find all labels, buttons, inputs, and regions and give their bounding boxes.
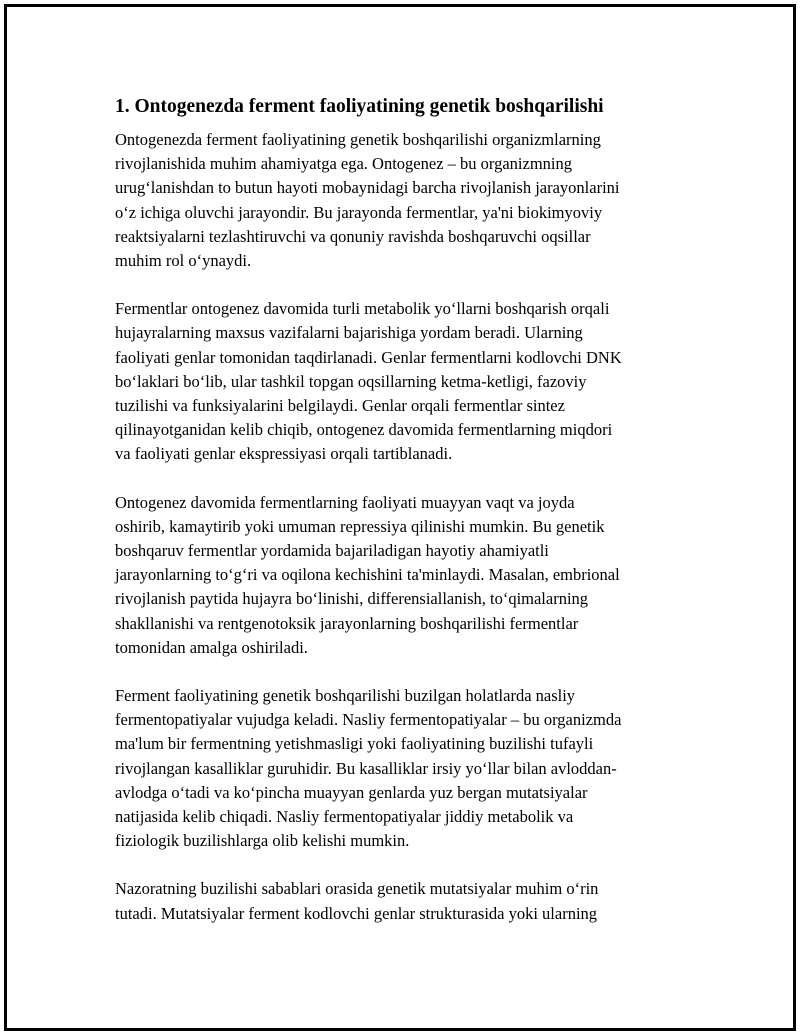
text-line: rivojlanish paytida hujayra bo‘linishi, differensiallanish, to‘qimalarning	[115, 589, 589, 609]
text-line: bo‘laklari bo‘lib, ular tashkil topgan oqsillarning ketma-ketligi, fazoviy	[115, 371, 587, 391]
text-line: Ontogenez davomida fermentlarning faoliyati muayyan vaqt va joyda	[115, 492, 575, 512]
text-line: va faoliyati genlar ekspressiyasi orqali tartiblanadi.	[115, 444, 453, 464]
text-line: faoliyati genlar tomonidan taqdirlanadi. Genlar fermentlarni kodlovchi DNK	[115, 347, 622, 367]
text-line: shakllanishi va rentgenotoksik jarayonlarning boshqarilishi fermentlar	[115, 613, 579, 633]
text-line: tutadi. Mutatsiyalar ferment kodlovchi genlar strukturasida yoki ularning	[115, 903, 598, 923]
text-line: jarayonlarning to‘g‘ri va oqilona kechishini ta'minlaydi. Masalan, embrional	[115, 565, 620, 585]
text-line: fiziologik buzilishlarga olib kelishi mumkin.	[115, 831, 410, 851]
text-line: urug‘lanishdan to butun hayoti mobaynidagi barcha rivojlanish jarayonlarini	[115, 178, 620, 198]
text-line: Ontogenezda ferment faoliyatining genetik boshqarilishi organizmlarning	[115, 130, 601, 149]
document-body	[115, 93, 687, 950]
text-line: reaktsiyalarni tezlashtiruvchi va qonuniy ravishda boshqaruvchi oqsillar	[115, 226, 591, 246]
text-line: rivojlangan kasalliklar guruhidir. Bu kasalliklar irsiy yo‘llar bilan avloddan-	[115, 758, 617, 778]
text-line: ma'lum bir fermentning yetishmasligi yoki faoliyatining buzilishi tufayli	[115, 734, 594, 754]
text-line: muhim rol o‘ynaydi.	[115, 251, 252, 271]
text-line: avlodga o‘tadi va ko‘pincha muayyan genlarda yuz bergan mutatsiyalar	[115, 782, 588, 802]
paragraph-4	[115, 684, 687, 853]
text-line: boshqaruv fermentlar yordamida bajariladigan hayotiy ahamiyatli	[115, 541, 549, 561]
paragraph-1	[115, 128, 687, 273]
section-heading: 1. Ontogenezda ferment faoliyatining genetik boshqarilishi	[115, 96, 604, 117]
text-line: qilinayotganidan kelib chiqib, ontogenez davomida fermentlarning miqdori	[115, 420, 613, 440]
text-line: Ferment faoliyatining genetik boshqarilishi buzilgan holatlarda nasliy	[115, 686, 576, 706]
paragraph-3	[115, 491, 687, 660]
text-line: tomonidan amalga oshiriladi.	[115, 637, 308, 657]
paragraph-5	[115, 877, 687, 925]
text-line: Fermentlar ontogenez davomida turli metabolik yo‘llarni boshqarish orqali	[115, 299, 610, 319]
text-line: o‘z ichiga oluvchi jarayondir. Bu jarayonda fermentlar, ya'ni biokimyoviy	[115, 202, 603, 222]
text-line: hujayralarning maxsus vazifalarni bajarishiga yordam beradi. Ularning	[115, 323, 583, 343]
text-line: Nazoratning buzilishi sabablari orasida genetik mutatsiyalar muhim o‘rin	[115, 879, 599, 899]
text-line: rivojlanishida muhim ahamiyatga ega. Ontogenez – bu organizmning	[115, 154, 572, 174]
text-line: natijasida kelib chiqadi. Nasliy fermentopatiyalar jiddiy metabolik va	[115, 807, 574, 827]
text-line: fermentopatiyalar vujudga keladi. Nasliy fermentopatiyalar – bu organizmda	[115, 710, 622, 730]
text-line: tuzilishi va funksiyalarini belgilaydi. Genlar orqali fermentlar sintez	[115, 396, 565, 416]
paragraph-2	[115, 297, 687, 466]
text-line: oshirib, kamaytirib yoki umuman repressiya qilinishi mumkin. Bu genetik	[115, 516, 605, 536]
